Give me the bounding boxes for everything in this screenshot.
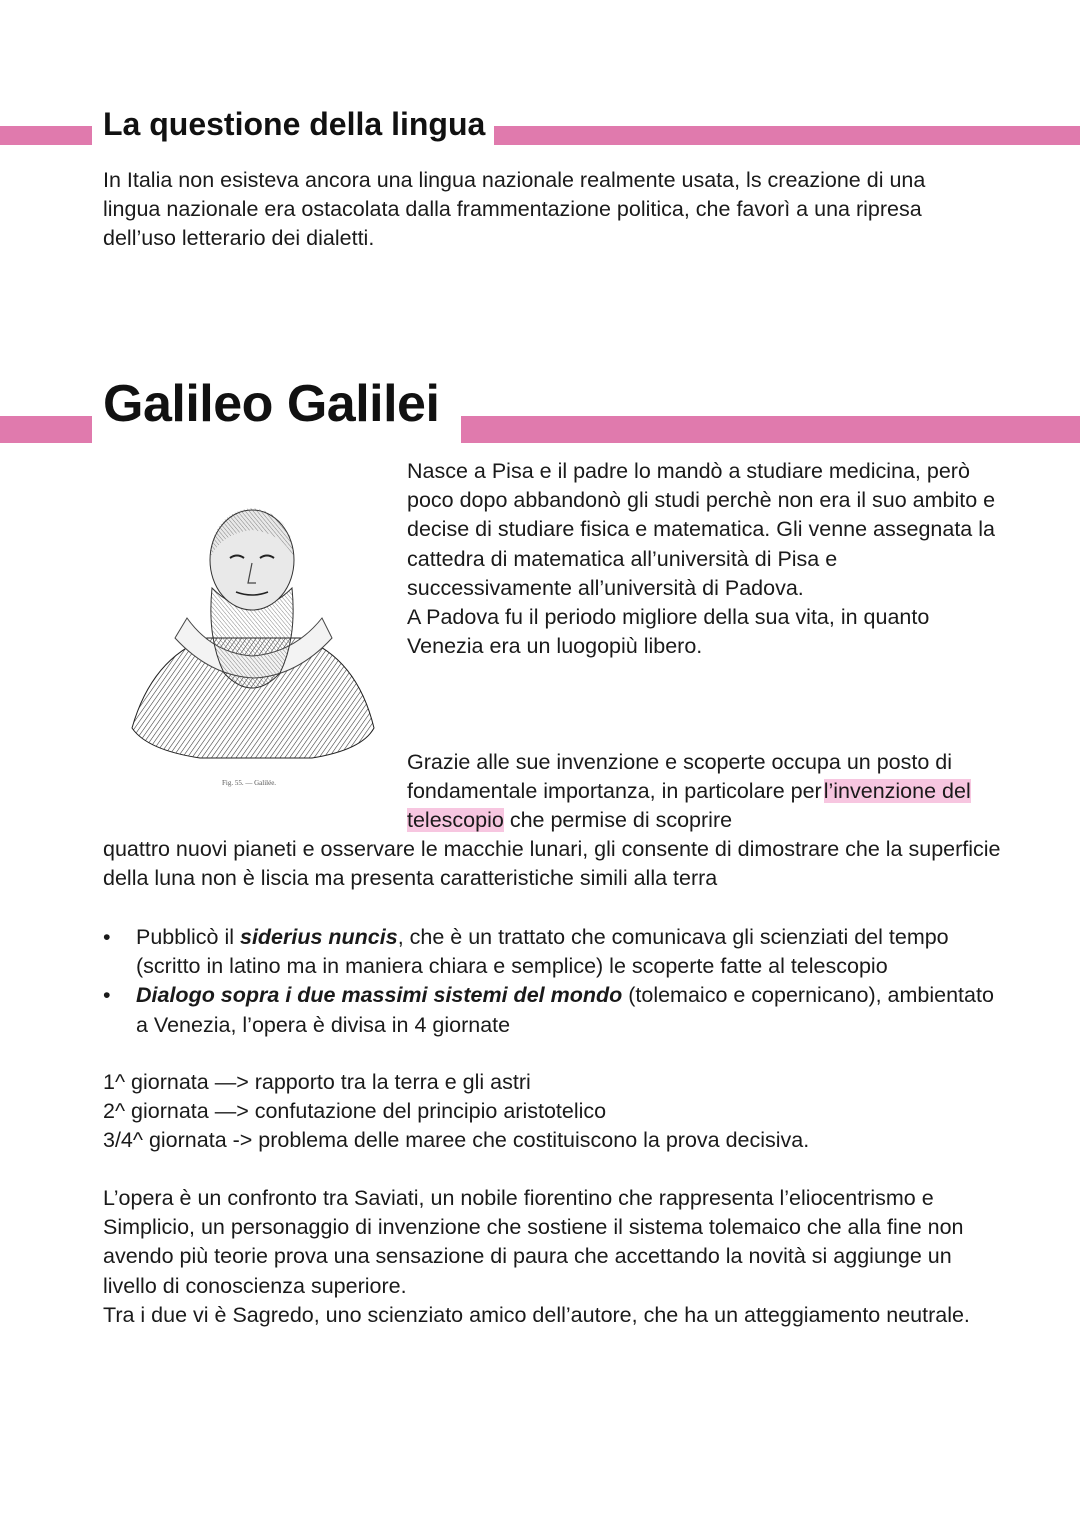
list-item bbox=[103, 981, 1003, 1039]
list-item bbox=[103, 923, 1003, 981]
bio-paragraph: Nasce a Pisa e il padre lo mandò a studiare medicina, però poco dopo abbandonò gli studi perchè non era il suo ambito e decise di studiare fisica e matematica. Gli venne assegnata la cattedra di matematica all’università di Pisa e successivamente all’università di Padova. bbox=[407, 459, 996, 600]
opera-paragraph: L’opera è un confronto tra Saviati, un nobile fiorentino che rappresenta l’eliocentrismo e Simplicio, un personaggio di invenzione che sostiene il sistema tolemaico che alla fine non avendo più teorie prova una sensazione di paura che accettando la novità si aggiunge un livello di conoscienza superiore. bbox=[103, 1186, 964, 1298]
opera-text bbox=[103, 1184, 1003, 1330]
siderius-nuncis-title: siderius nuncis bbox=[239, 925, 398, 949]
invention-continuation: quattro nuovi pianeti e osservare le macchie lunari, gli consente di dimostrare che la superficie della luna non è liscia ma presenta caratteristiche simili alla terra bbox=[103, 837, 1001, 891]
portrait-caption: Fig. 55. — Galilée. bbox=[222, 779, 277, 787]
section2-title: Galileo Galilei bbox=[103, 375, 440, 433]
invention-before: Grazie alle sue invenzione e scoperte occupa un posto di fondamentale importanza, in particolare per bbox=[407, 750, 953, 804]
invention-text bbox=[407, 748, 1027, 836]
bullet2-text-after: (tolemaico e copernicano), ambientato a Venezia, l’opera è divisa in 4 giornate bbox=[136, 983, 994, 1037]
section1-bar-right bbox=[494, 126, 1080, 145]
section2-bar-right bbox=[461, 416, 1080, 443]
giornata-3-4: 3/4^ giornata -> problema delle maree che costituiscono la prova decisiva. bbox=[103, 1128, 810, 1153]
giornata-1: 1^ giornata —> rapporto tra la terra e gli astri bbox=[103, 1070, 531, 1094]
telescope-highlight: l’invenzione del telescopio bbox=[407, 779, 971, 833]
section1-title: La questione della lingua bbox=[103, 106, 486, 142]
section1-bar-left bbox=[0, 126, 92, 145]
works-list bbox=[103, 923, 1003, 1040]
section1-body: In Italia non esisteva ancora una lingua nazionale realmente usata, ls creazione di una lingua nazionale era ostacolata dalla frammentazione politica, che favorì a una ripresa dell’uso letterario dei dialetti. bbox=[103, 168, 926, 251]
bullet1-text-after: , che è un trattato che comunicava gli scienziati del tempo (scritto in latino ma in maniera chiara e semplice) le scoperte fatte al telescopio bbox=[136, 925, 949, 979]
section2-bar-left bbox=[0, 416, 92, 443]
bio-paragraph-2: A Padova fu il periodo migliore della sua vita, in quanto Venezia era un luogopiù libero. bbox=[407, 605, 930, 659]
galileo-portrait-image bbox=[112, 488, 394, 798]
bullet1-text-before: Pubblicò il bbox=[136, 925, 240, 949]
dialogo-title: Dialogo sopra i due massimi sistemi del mondo bbox=[136, 983, 623, 1008]
bullet-glyph: • bbox=[103, 983, 111, 1008]
bio-text bbox=[407, 457, 1007, 661]
bullet-glyph: • bbox=[103, 925, 111, 949]
invention-after: che permise di scoprire bbox=[509, 808, 733, 833]
opera-paragraph-2: Tra i due vi è Sagredo, uno scienziato amico dell’autore, che ha un atteggiamento neutrale. bbox=[103, 1302, 970, 1327]
giornate-list bbox=[103, 1068, 809, 1156]
giornata-2: 2^ giornata —> confutazione del principio aristotelico bbox=[103, 1099, 607, 1124]
